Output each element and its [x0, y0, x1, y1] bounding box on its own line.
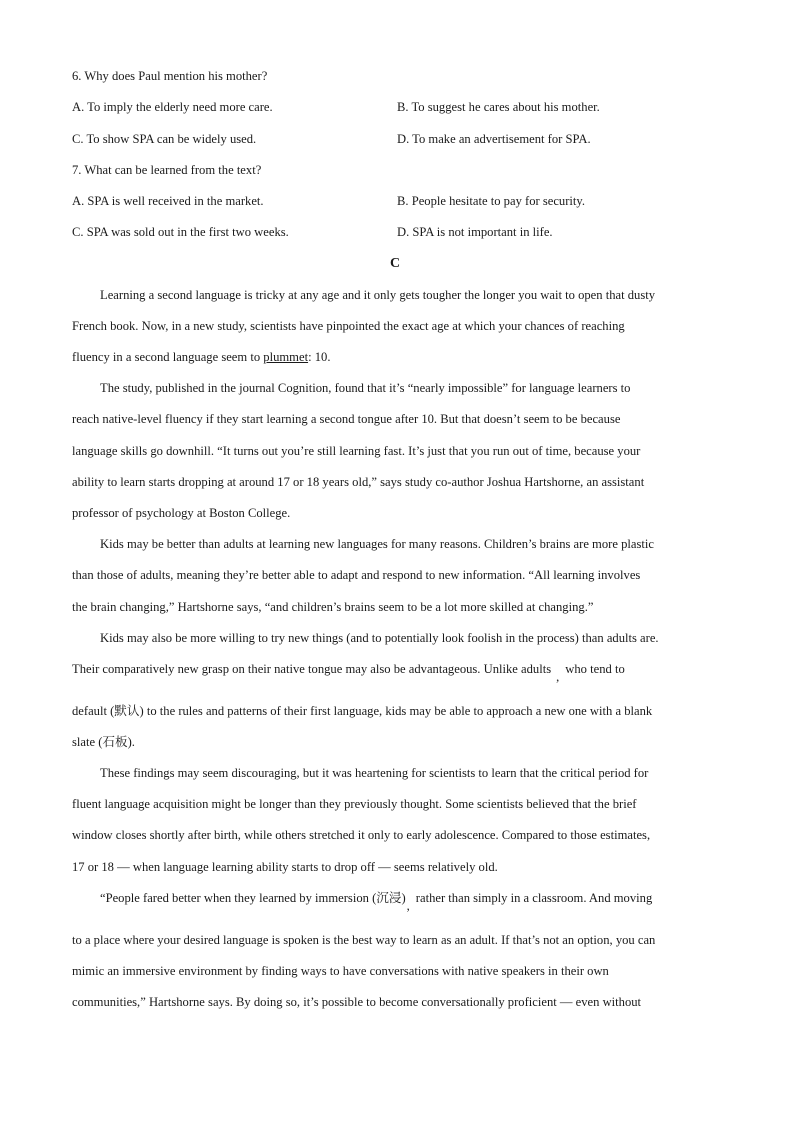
passage-line: the brain changing,” Hartshorne says, “and children’s brains seem to be a lot more skilled at changing.”	[72, 600, 594, 614]
passage-line: French book. Now, in a new study, scientists have pinpointed the exact age at which your chances of reaching	[72, 319, 625, 333]
passage-line: fluent language acquisition might be longer than they previously thought. Some scientists believed that the brief	[72, 797, 637, 811]
question-7-option-d: D. SPA is not important in life.	[397, 225, 553, 239]
passage-line: slate (石板).	[72, 735, 135, 749]
passage-line: mimic an immersive environment by finding ways to have conversations with native speakers in their own	[72, 964, 609, 978]
passage-line: window closes shortly after birth, while others stretched it only to early adolescence. Compared to those estimates,	[72, 828, 651, 842]
passage-line-text: who tend to	[565, 662, 625, 676]
question-6-stem: 6. Why does Paul mention his mother?	[72, 69, 268, 83]
passage-line: communities,” Hartshorne says. By doing so, it’s possible to become conversationally proficient — even without	[72, 995, 642, 1009]
passage-line	[100, 890, 653, 913]
question-6-option-a: A. To imply the elderly need more care.	[72, 100, 273, 114]
comma-mark: ,	[406, 899, 410, 913]
question-6-option-b: B. To suggest he cares about his mother.	[397, 100, 600, 114]
passage-line-text: “People fared better when they learned by immersion (沉浸)	[100, 891, 406, 905]
passage-line: default (默认) to the rules and patterns of their first language, kids may be able to approach a new one with a blank	[72, 704, 653, 718]
question-6-option-d: D. To make an advertisement for SPA.	[397, 132, 591, 146]
passage-line-text: : 10.	[308, 350, 331, 364]
passage-line: to a place where your desired language is spoken is the best way to learn as an adult. If that’s not an option, you can	[72, 933, 656, 947]
question-7-option-a: A. SPA is well received in the market.	[72, 194, 264, 208]
passage-line: Kids may be better than adults at learning new languages for many reasons. Children’s brains are more plastic	[100, 537, 654, 551]
comma-mark: ,	[556, 670, 560, 684]
passage-line-text: Their comparatively new grasp on their native tongue may also be advantageous. Unlike adults	[72, 662, 552, 676]
question-7-stem: 7. What can be learned from the text?	[72, 163, 262, 177]
passage-line: These findings may seem discouraging, but it was heartening for scientists to learn that the critical period for	[100, 766, 649, 780]
passage-line: Learning a second language is tricky at any age and it only gets tougher the longer you wait to open that dusty	[100, 288, 656, 302]
passage-line	[72, 349, 330, 365]
question-6-option-c: C. To show SPA can be widely used.	[72, 132, 257, 146]
passage-line: ability to learn starts dropping at around 17 or 18 years old,” says study co-author Joshua Hartshorne, an assistant	[72, 475, 645, 489]
passage-line: 17 or 18 — when language learning ability starts to drop off — seems relatively old.	[72, 860, 498, 874]
passage-line-text: rather than simply in a classroom. And moving	[415, 891, 653, 905]
question-7-option-b: B. People hesitate to pay for security.	[397, 194, 586, 208]
question-7-option-c: C. SPA was sold out in the first two weeks.	[72, 225, 289, 239]
passage-heading: C	[390, 256, 401, 271]
passage-line	[72, 661, 625, 684]
passage-line: The study, published in the journal Cognition, found that it’s “nearly impossible” for language learners to	[100, 381, 631, 395]
passage-line-text: fluency in a second language seem to	[72, 350, 264, 364]
passage-line: language skills go downhill. “It turns out you’re still learning fast. It’s just that you run out of time, because your	[72, 444, 641, 458]
passage-line: reach native-level fluency if they start learning a second tongue after 10. But that doesn’t seem to be because	[72, 412, 621, 426]
passage-line: professor of psychology at Boston College.	[72, 506, 291, 520]
underlined-word-plummet: plummet	[263, 350, 309, 364]
passage-line: Kids may also be more willing to try new things (and to potentially look foolish in the process) than adults are.	[100, 631, 659, 645]
passage-line: than those of adults, meaning they’re better able to adapt and respond to new information. “All learning involves	[72, 568, 641, 582]
